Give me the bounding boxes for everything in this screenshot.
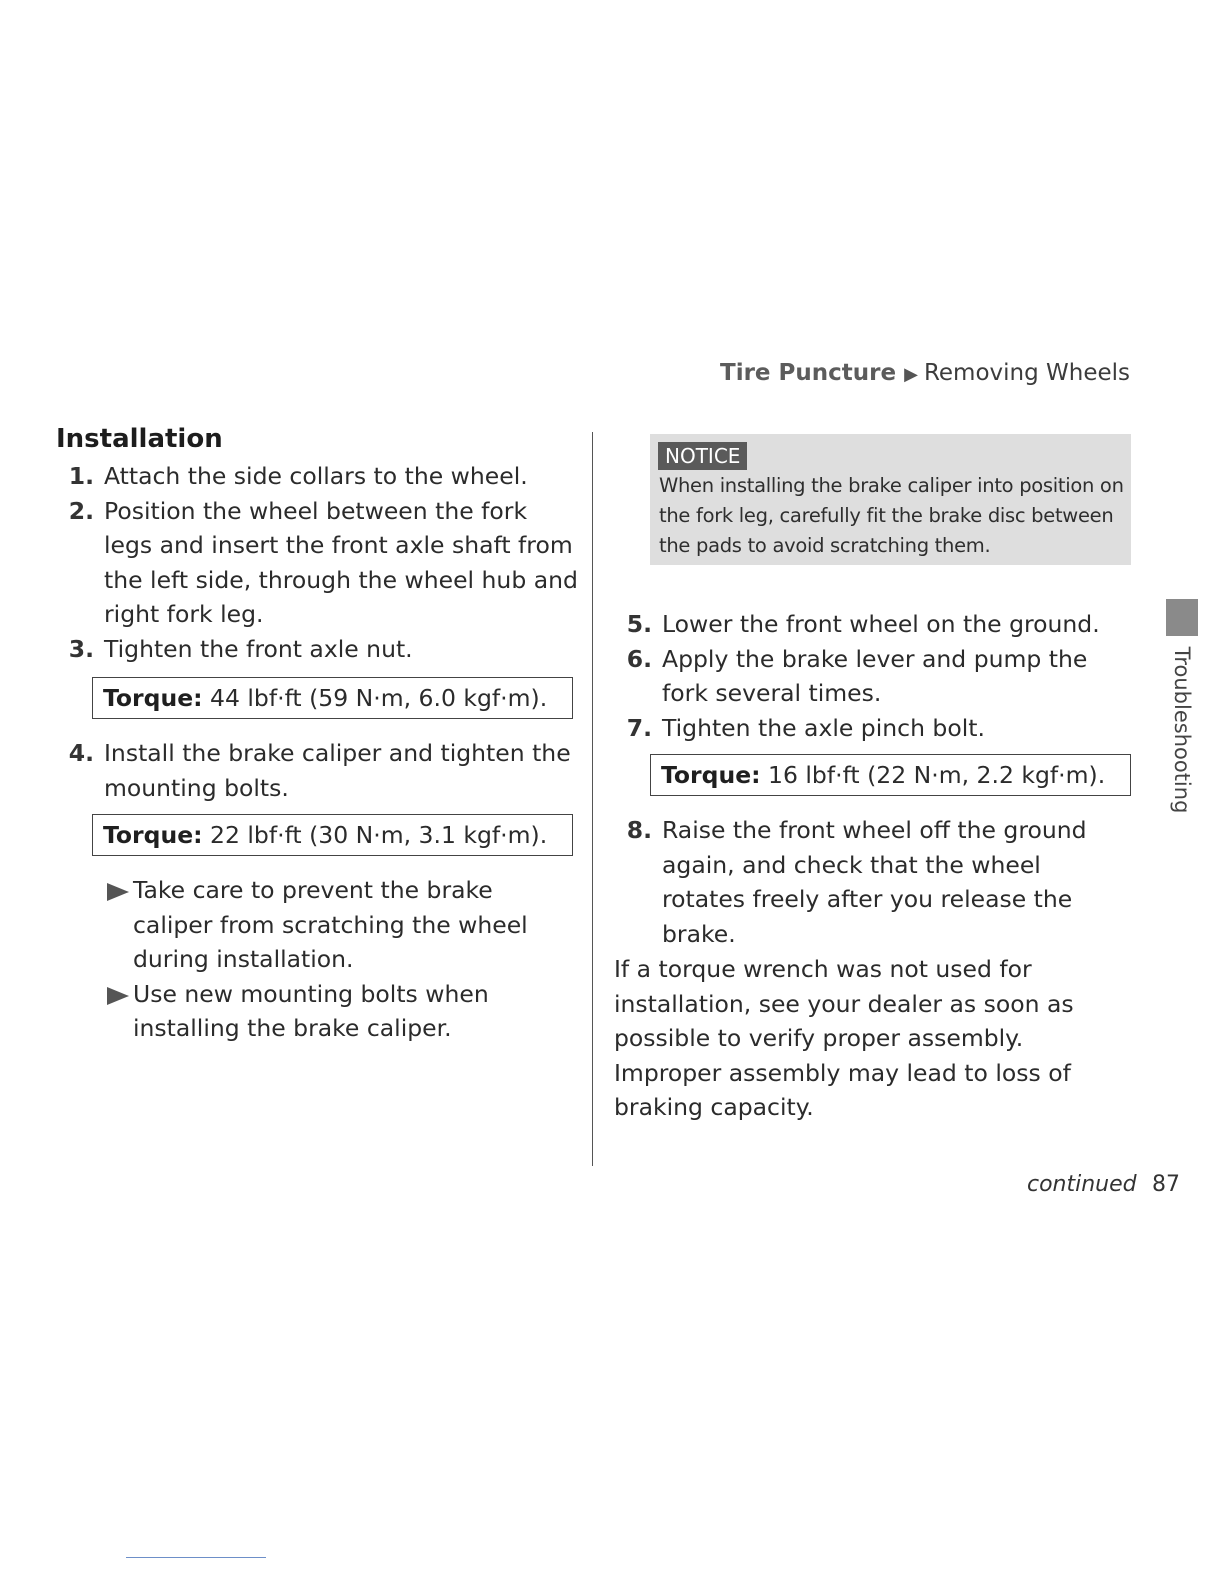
step-text: Raise the front wheel off the ground again, and check that the wheel rotates freely after you release the brake. xyxy=(662,816,1087,948)
torque-label: Torque: xyxy=(103,821,203,849)
step-number: 5. xyxy=(626,610,652,638)
torque-value: 22 lbf·ft (30 N·m, 3.1 kgf·m). xyxy=(202,821,548,849)
notes-list xyxy=(107,873,577,1046)
breadcrumb xyxy=(720,360,1130,386)
note-text: Use new mounting bolts when installing the brake caliper. xyxy=(133,979,489,1042)
step-item xyxy=(58,494,578,632)
steps-list-left-a xyxy=(58,459,578,666)
notice-box xyxy=(650,434,1131,565)
torque-value: 16 lbf·ft (22 N·m, 2.2 kgf·m). xyxy=(760,761,1106,789)
step-item xyxy=(616,607,1131,642)
torque-label: Torque: xyxy=(661,761,761,789)
step-item xyxy=(616,813,1131,951)
note-text: Take care to prevent the brake caliper from scratching the wheel during installation. xyxy=(133,876,528,973)
breadcrumb-section: Tire Puncture xyxy=(720,360,897,386)
torque-spec-box xyxy=(92,677,573,719)
step-number: 1. xyxy=(68,462,94,490)
notice-tag: NOTICE xyxy=(658,442,747,470)
step-item xyxy=(616,711,1131,746)
step-number: 4. xyxy=(68,739,94,767)
step-text: Tighten the front axle nut. xyxy=(104,634,413,663)
steps-list-right-b xyxy=(616,813,1131,951)
step-text: Install the brake caliper and tighten the mounting bolts. xyxy=(104,739,571,802)
step-text: Position the wheel between the fork legs and insert the front axle shaft from the left side, through the wheel hub and right fork leg. xyxy=(104,496,578,628)
warning-paragraph: If a torque wrench was not used for installation, see your dealer as soon as possible to verify proper assembly. Improper assembly may lead to loss of braking capacity. xyxy=(614,955,1074,1121)
steps-list-right-a xyxy=(616,607,1131,745)
step-item xyxy=(616,642,1131,711)
triangle-right-icon xyxy=(107,987,129,1005)
page-number: 87 xyxy=(1152,1172,1180,1197)
section-tab-marker xyxy=(1166,599,1198,636)
step-text: Tighten the axle pinch bolt. xyxy=(662,713,985,742)
step-item xyxy=(58,736,578,805)
torque-value: 44 lbf·ft (59 N·m, 6.0 kgf·m). xyxy=(202,684,548,712)
step-text: Apply the brake lever and pump the fork several times. xyxy=(662,644,1088,707)
step-number: 2. xyxy=(68,496,94,525)
section-tab-label: Troubleshooting xyxy=(1170,646,1194,814)
note-item xyxy=(107,873,577,977)
torque-spec-box xyxy=(92,814,573,856)
breadcrumb-page: Removing Wheels xyxy=(923,360,1130,386)
torque-spec-box xyxy=(650,754,1131,796)
step-item xyxy=(58,632,578,667)
column-divider xyxy=(592,432,593,1166)
section-title: Installation xyxy=(56,424,223,454)
triangle-right-icon xyxy=(107,883,129,901)
step-text: Lower the front wheel on the ground. xyxy=(662,610,1100,638)
step-number: 7. xyxy=(626,713,652,742)
notice-text: When installing the brake caliper into position on the fork leg, carefully fit the brake disc between the pads to avoid scratching them. xyxy=(659,474,1124,557)
step-number: 6. xyxy=(626,644,652,673)
step-number: 8. xyxy=(626,816,652,844)
steps-list-left-b xyxy=(58,736,578,805)
step-text: Attach the side collars to the wheel. xyxy=(104,462,528,490)
step-item xyxy=(58,459,578,494)
continued-label: continued xyxy=(1027,1172,1137,1197)
note-item xyxy=(107,977,577,1046)
step-number: 3. xyxy=(68,634,94,663)
footnote-rule xyxy=(126,1557,266,1558)
torque-label: Torque: xyxy=(103,684,203,712)
triangle-right-icon: ▶ xyxy=(904,364,918,385)
